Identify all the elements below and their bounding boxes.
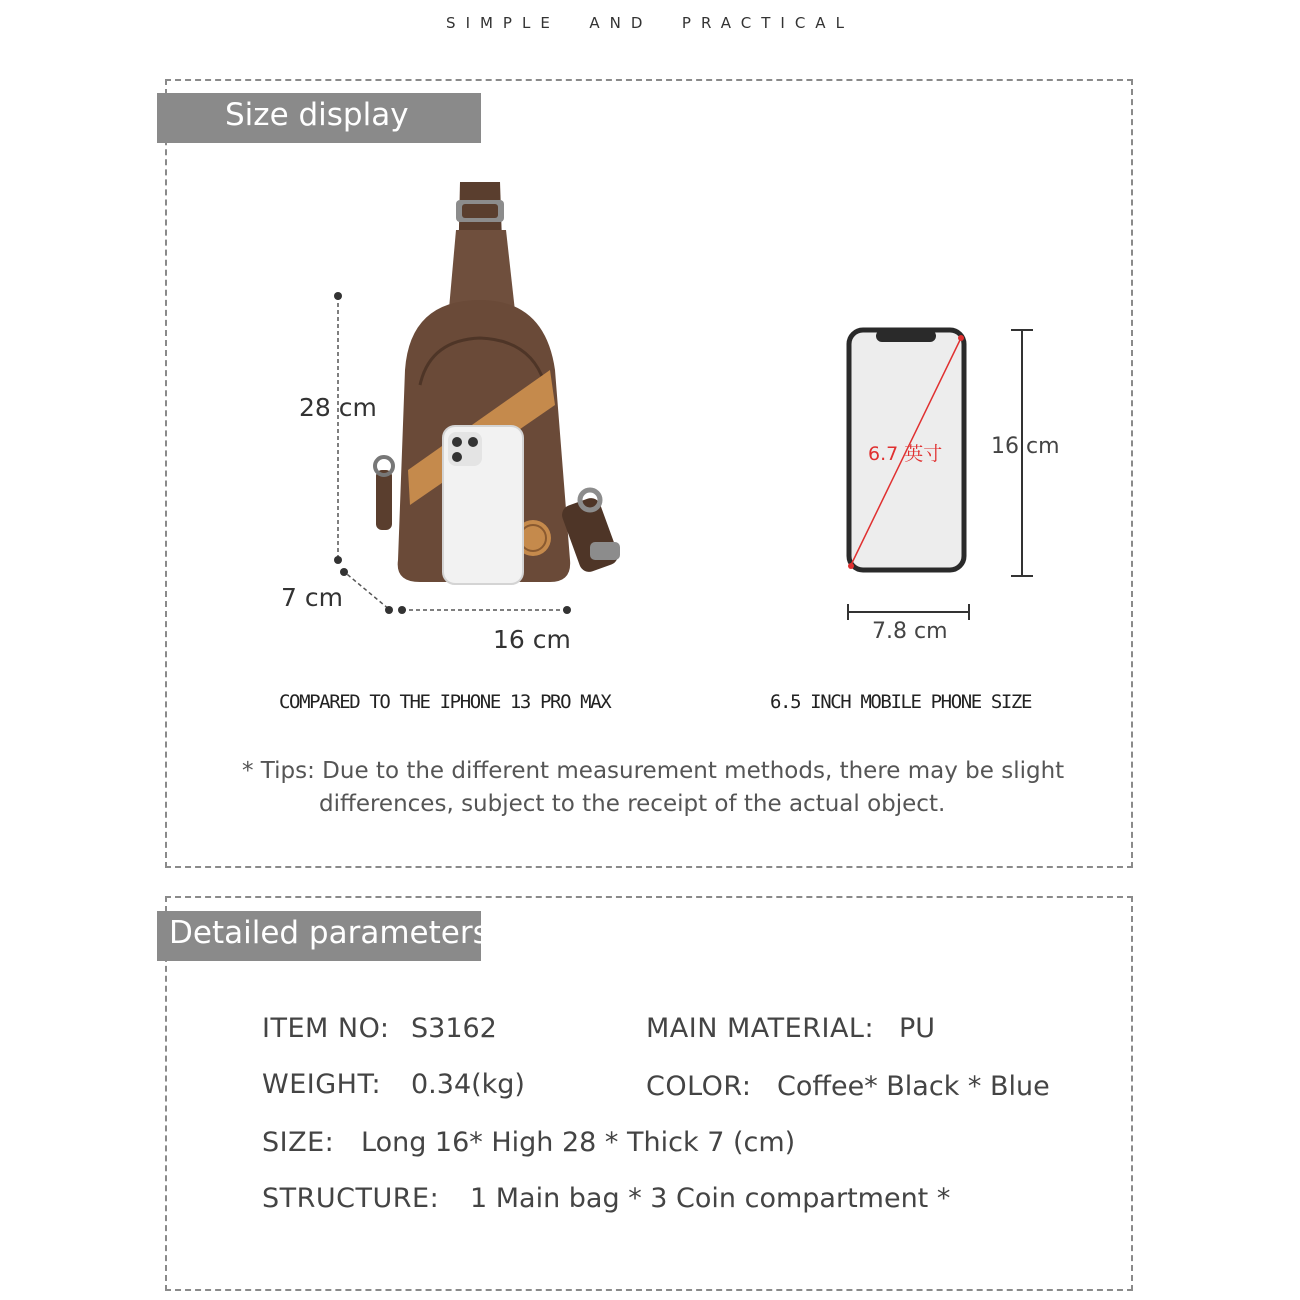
tips-line-2: differences, subject to the receipt of the actual object. [319, 791, 946, 817]
item-no-value: S3162 [411, 1013, 497, 1044]
bag-dimension-lines [320, 285, 590, 625]
phone-caption: 6.5 INCH MOBILE PHONE SIZE [770, 691, 1032, 713]
parameters-title: Detailed parameters [157, 911, 481, 961]
phone-width-label: 7.8 cm [872, 619, 948, 644]
phone-diagonal-label: 6.7 英寸 [868, 443, 943, 465]
item-no-label: ITEM NO: [262, 1013, 390, 1044]
bag-thick-label: 7 cm [281, 583, 343, 612]
structure-label: STRUCTURE: [262, 1183, 440, 1214]
bag-caption: COMPARED TO THE IPHONE 13 PRO MAX [279, 691, 611, 713]
weight-value: 0.34(kg) [411, 1069, 525, 1100]
bag-height-label: 28 cm [299, 393, 377, 422]
size-value: Long 16* High 28 * Thick 7 (cm) [361, 1127, 796, 1158]
weight-label: WEIGHT: [262, 1069, 382, 1100]
tips-line-1: * Tips: Due to the different measurement methods, there may be slight [242, 758, 1065, 784]
bag-width-label: 16 cm [493, 625, 571, 654]
size-label: SIZE: [262, 1127, 335, 1158]
color-label: COLOR: [646, 1071, 752, 1102]
tagline: SIMPLE AND PRACTICAL [446, 14, 854, 32]
material-value: PU [899, 1013, 936, 1044]
size-display-title: Size display [157, 93, 481, 143]
structure-value: 1 Main bag * 3 Coin compartment * [470, 1183, 951, 1214]
material-label: MAIN MATERIAL: [646, 1013, 875, 1044]
phone-height-label: 16 cm [991, 434, 1060, 459]
color-value: Coffee* Black * Blue [777, 1071, 1050, 1102]
